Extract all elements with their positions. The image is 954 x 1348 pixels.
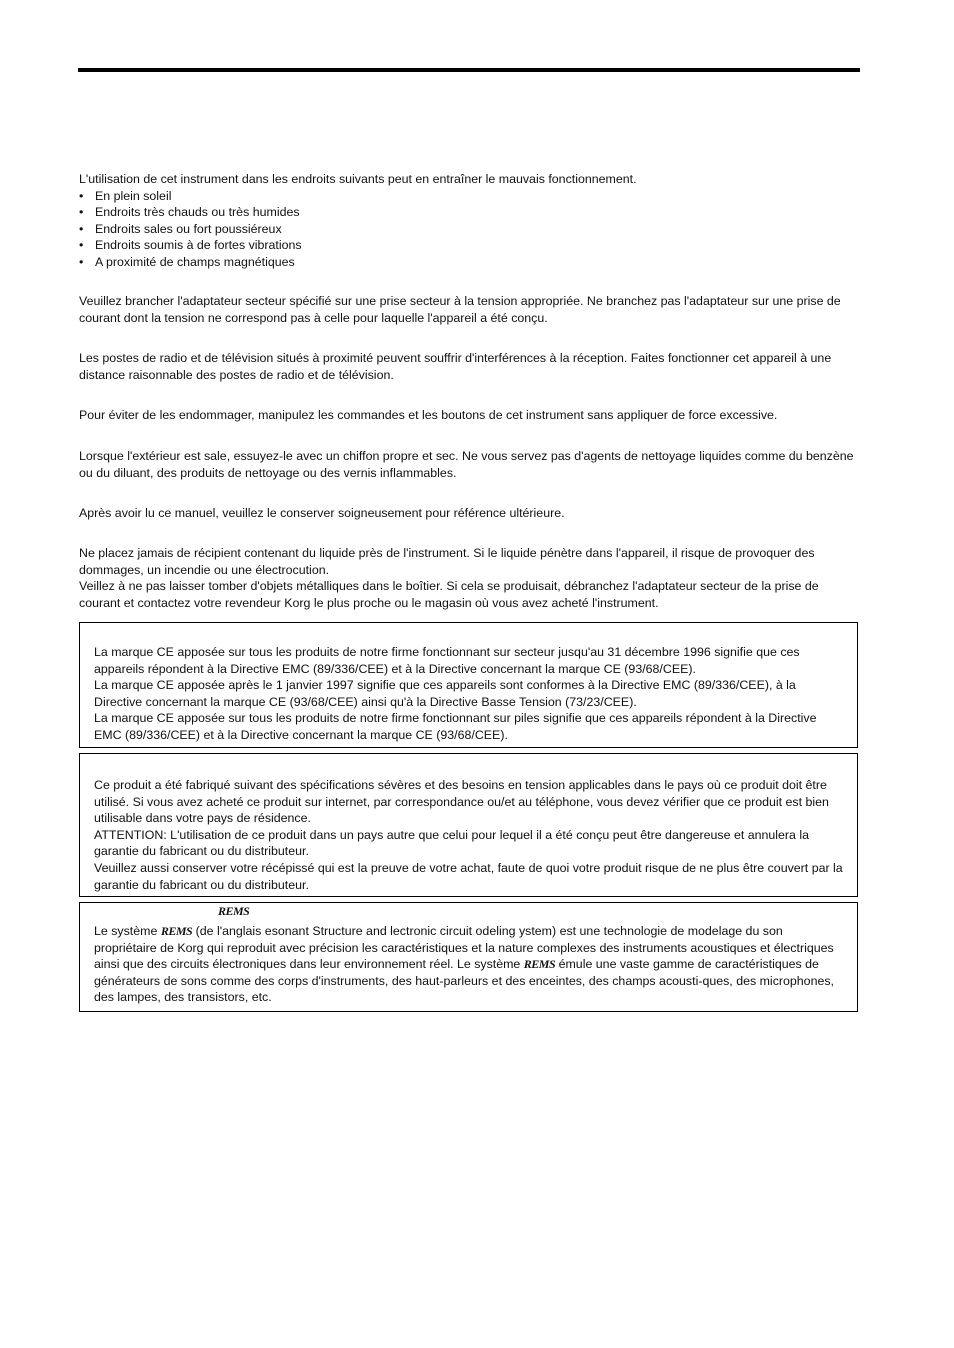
spec-paragraph: ATTENTION: L'utilisation de ce produit dans un pays autre que celui pour lequel il a été conçu peut être dangereuse et annulera la garantie du fabricant ou du distributeur.: [94, 827, 810, 859]
rems-logo: REMS: [523, 957, 556, 972]
rems-paragraph: Le système REMS (de l'anglais esonant Structure and lectronic circuit odeling ystem) est une technologie de modelage du son propriétaire de Korg qui reproduit avec précision les caractéristiques et la nature complexes des instruments acoustiques et électriques ainsi que des circuits électroniques dans leur environnement réel. Le système REMS émule une vaste gamme de caractéristiques de générateurs de sons comme des corps d'instruments, des haut-parleurs et des enceintes, des champs acousti-ques, des microphones, des lampes, des transistors, etc.: [94, 924, 834, 1005]
list-item: • Endroits soumis à de fortes vibrations: [79, 237, 859, 254]
specification-box: [79, 753, 858, 897]
list-item: • En plein soleil: [79, 188, 859, 205]
ce-paragraph: La marque CE apposée sur tous les produits de notre firme fonctionnant sur secteur jusqu'au 31 décembre 1996 signifie que ces appareils répondent à la Directive EMC (89/336/CEE) et à la Directive concernant la marque CE (93/68/CEE).: [94, 645, 800, 676]
interference-paragraph: Les postes de radio et de télévision situés à proximité peuvent souffrir d'interférences à la réception. Faites fonctionner cet appareil à une distance raisonnable des postes de radio et de télévision.: [79, 351, 832, 382]
top-rule: [78, 68, 860, 72]
power-paragraph: Veuillez brancher l'adaptateur secteur spécifié sur une prise secteur à la tension appropriée. Ne branchez pas l'adaptateur sur une prise de courant dont la tension ne correspond pas à celle pour laquelle l'appareil a été conçu.: [79, 294, 841, 325]
handling-paragraph: Pour éviter de les endommager, manipulez les commandes et les boutons de cet instrument sans appliquer de force excessive.: [79, 408, 778, 422]
rems-logo: REMS: [218, 904, 250, 918]
ce-paragraph: La marque CE apposée sur tous les produits de notre firme fonctionnant sur piles signifie que ces appareils répondent à la Directive EMC (89/336/CEE) et à la Directive concernant la marque CE (93/68/CEE).: [94, 711, 817, 742]
list-item: • Endroits sales ou fort poussiéreux: [79, 221, 859, 238]
spec-paragraph: Veuillez aussi conserver votre récépissé qui est la preuve de votre achat, faute de quoi votre produit risque de ne plus être couvert par la garantie du fabricant ou du distributeur.: [94, 860, 843, 892]
rems-box: [79, 902, 858, 1012]
spec-paragraph: Ce produit a été fabriqué suivant des spécifications sévères et des besoins en tension applicables dans le pays où ce produit doit être utilisé. Si vous avez acheté ce produit sur internet, par correspondance ou/et au téléphone, vous devez vérifier que ce produit est bien utilisable dans votre pays de résidence.: [94, 778, 829, 826]
list-item: • Endroits très chauds ou très humides: [79, 204, 859, 221]
keep-manual-paragraph: Après avoir lu ce manuel, veuillez le conserver soigneusement pour référence ultérieure.: [79, 506, 565, 520]
list-item: • A proximité de champs magnétiques: [79, 254, 859, 271]
liquids-paragraph: Ne placez jamais de récipient contenant du liquide près de l'instrument. Si le liquide pénètre dans l'appareil, il risque de provoquer des dommages, un incendie ou une électrocution.: [79, 546, 815, 577]
locations-list: [79, 188, 859, 271]
locations-intro: L'utilisation de cet instrument dans les endroits suivants peut en entraîner le mauvais fonctionnement.: [79, 172, 637, 186]
rems-logo: REMS: [160, 924, 193, 938]
ce-paragraph: La marque CE apposée après le 1 janvier 1997 signifie que ces appareils sont conformes à la Directive EMC (89/336/CEE), à la Directive concernant la marque CE (93/68/CEE) ainsi qu'à la Directive Basse Tension (73/23/CEE).: [94, 678, 796, 709]
locations-section: [79, 171, 859, 271]
ce-mark-box: [79, 622, 858, 748]
care-paragraph: Lorsque l'extérieur est sale, essuyez-le avec un chiffon propre et sec. Ne vous servez pas d'agents de nettoyage liquides comme du benzène ou du diluant, des produits de nettoyage ou des vernis inflammables.: [79, 449, 854, 480]
liquids-section: [79, 545, 859, 611]
metal-paragraph: Veillez à ne pas laisser tomber d'objets métalliques dans le boîtier. Si cela se produisait, débranchez l'adaptateur secteur de la prise de courant et contactez votre revendeur Korg le plus proche ou le magasin où vous avez acheté l'instrument.: [79, 579, 819, 610]
